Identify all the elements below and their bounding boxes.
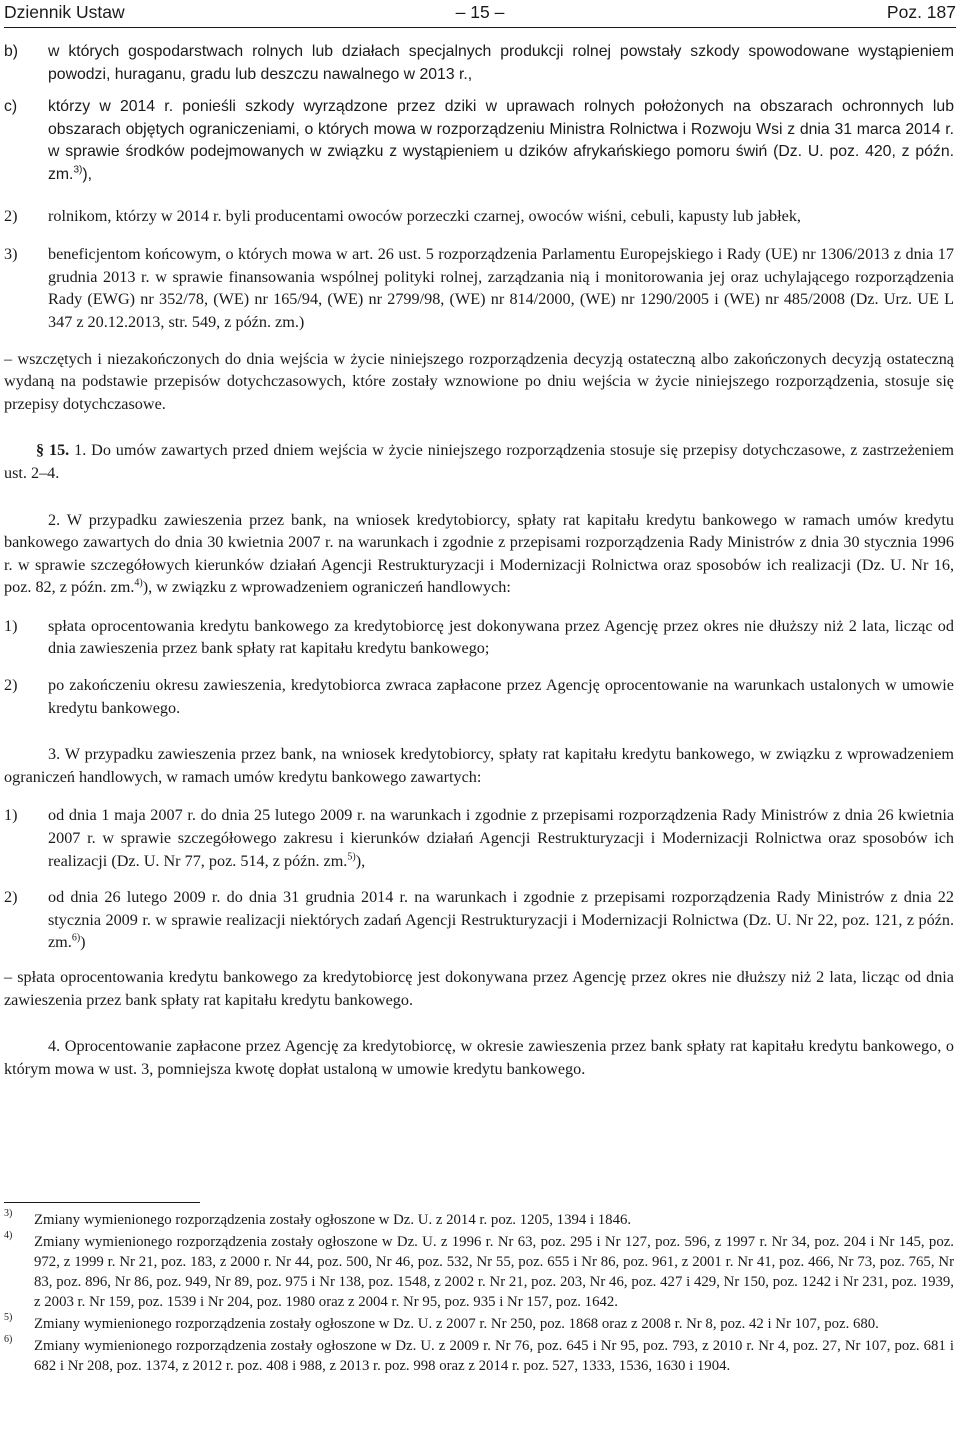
footnote-text: Zmiany wymienionego rozporządzenia zostały ogłoszone w Dz. U. z 1996 r. Nr 63, poz. 295 i Nr 127, poz. 596, z 1997 r. Nr 34, poz. 204 i Nr 145, poz. 972, z 1999 r. Nr 21, poz. 183, z 2000 r. Nr 44, poz. 500, Nr 46, poz. 532, Nr 55, poz. 655 i Nr 86, poz. 961, z 2001 r. Nr 41, poz. 466, Nr 73, poz. 765, Nr 83, poz. 896, Nr 86, poz. 949, Nr 89, poz. 975 i Nr 138, poz. 1548, z 2002 r. Nr 21, poz. 203, Nr 46, poz. 427 i 429, Nr 150, poz. 1242 i Nr 231, poz. 1939, z 2003 r. Nr 159, poz. 1539 i Nr 204, poz. 1980 oraz z 2004 r. Nr 95, poz. 935 i Nr 157, poz. 1642. (34, 1234, 954, 1310)
list-item-text: spłata oprocentowania kredytu bankowego za kredytobiorcę jest dokonywana przez Agencję przez okres nie dłuższy niż 2 lata, licząc od dnia zawieszenia przez bank spłaty rat kapitału kredytu bankowego; (48, 616, 954, 658)
list-item-text: w których gospodarstwach rolnych lub działach specjalnych produkcji rolnej powstały szkody spowodowane wystąpieniem powodzi, huraganu, gradu lub deszczu nawalnego w 2013 r., (48, 43, 954, 83)
list-marker: c) (4, 98, 18, 116)
page-number: – 15 – (455, 2, 505, 22)
list-item-text: od dnia 26 lutego 2009 r. do dnia 31 grudnia 2014 r. na warunkach i zgodnie z przepisami rozporządzenia Rady Ministrów z dnia 22 stycznia 2009 r. w sprawie realizacji niektórych zadań Agencji Restrukturyzacji i Modernizacji Rolnictwa (Dz. U. Nr 22, poz. 121, z późn. zm. (48, 888, 954, 952)
ust-text: Do umów zawartych przed dniem wejścia w życie niniejszego rozporządzenia stosuje się przepisy dotychczasowe, z zastrzeżeniem ust. 2–4. (4, 441, 955, 482)
list-marker: 1) (4, 616, 18, 635)
footnote-text: Zmiany wymienionego rozporządzenia zostały ogłoszone w Dz. U. z 2007 r. Nr 250, poz. 1868 oraz z 2008 r. Nr 8, poz. 42 i Nr 107, poz. 680. (34, 1316, 879, 1332)
section-label: § 15. (36, 441, 70, 460)
list-item-b (4, 41, 954, 86)
list-marker: 2) (4, 888, 18, 907)
list-marker: 3) (4, 245, 18, 264)
footnote (4, 1314, 954, 1334)
list-marker: b) (4, 43, 19, 60)
list-item-text: od dnia 1 maja 2007 r. do dnia 25 lutego 2009 r. na warunkach i zgodnie z przepisami rozporządzenia Rady Ministrów z dnia 26 kwietnia 2007 r. w sprawie szczegółowego zakresu i kierunków działań Agencji Restrukturyzacji i Modernizacji Rolnictwa oraz sposobów ich realizacji (Dz. U. Nr 77, poz. 514, z późn. zm. (48, 806, 954, 870)
list-marker: 2) (4, 206, 18, 225)
section-15-ust-1 (4, 439, 954, 484)
footnote-text: Zmiany wymienionego rozporządzenia zostały ogłoszone w Dz. U. z 2009 r. Nr 76, poz. 645 i Nr 95, poz. 793, z 2010 r. Nr 4, poz. 27, Nr 107, poz. 681 i 682 i Nr 208, poz. 1374, z 2012 r. poz. 408 i 988, z 2013 r. poz. 998 oraz z 2014 r. poz. 527, 1333, 1536, 1630 i 1904. (34, 1338, 954, 1374)
closing-dash-paragraph: – wszczętych i niezakończonych do dnia wejścia w życie niniejszego rozporządzenia decyzją ostateczną albo zakończonych decyzją ostateczną wydaną na podstawie przepisów dotychczasowych, które zostały wznowione po dniu wejścia w życie niniejszego rozporządzenia, stosuje się przepisy dotychczasowe. (4, 349, 954, 413)
list-item-text-end: ), (82, 165, 93, 183)
section-15-ust-2 (4, 509, 954, 599)
list-item-3 (4, 243, 954, 333)
list-item-2 (4, 205, 954, 228)
list-item-text: beneficjentom końcowym, o których mowa w art. 26 ust. 5 rozporządzenia Parlamentu Europejskiego i Rady (UE) nr 1306/2013 z dnia 17 grudnia 2013 r. w sprawie finansowania wspólnej polityki rolnej, zarządzania nią i monitorowania jej oraz uchylającego rozporządzenia Rady (EWG) nr 352/78, (WE) nr 165/94, (WE) nr 2799/98, (WE) nr 814/2000, (WE) nr 1290/2005 i (WE) nr 485/2008 (Dz. Urz. UE L 347 z 20.12.2013, str. 549, z późn. zm.) (48, 245, 954, 331)
footnote-marker: 5) (4, 1312, 13, 1323)
ust-3-item-1 (4, 804, 954, 872)
section-15-ust-4: 4. Oprocentowanie zapłacone przez Agencję za kredytobiorcę, w okresie zawieszenia przez bank spłaty rat kapitału kredytu bankowego, o którym mowa w ust. 3, pomniejsza kwotę dopłat ustaloną w umowie kredytu bankowego. (4, 1037, 954, 1078)
ust-3-dash-paragraph: – spłata oprocentowania kredytu bankowego za kredytobiorcę jest dokonywana przez Agencję przez okres nie dłuższy niż 2 lata, licząc od dnia zawieszenia przez bank spłaty rat kapitału kredytu bankowego. (4, 968, 954, 1009)
list-item-c (4, 96, 954, 186)
ust-number: 1. (74, 441, 87, 460)
list-item-text: którzy w 2014 r. ponieśli szkody wyrządzone przez dziki w uprawach rolnych położonych na obszarach ochronnych lub obszarach objętych ograniczeniami, o których mowa w rozporządzeniu Ministra Rolnictwa i Rozwoju Wsi z dnia 31 marca 2014 r. w sprawie środków podejmowanych w związku z wystąpieniem u dzików afrykańskiego pomoru świń (Dz. U. poz. 420, z późn. zm. (48, 98, 954, 183)
list-item-text-end: ) (80, 933, 86, 952)
section-15-ust-3: 3. W przypadku zawieszenia przez bank, na wniosek kredytobiorcy, spłaty rat kapitału kredytu bankowego, w związku z wprowadzeniem ograniczeń handlowych, w ramach umów kredytu bankowego zawartych: (4, 745, 954, 786)
ust-text-end: ), w związku z wprowadzeniem ograniczeń handlowych: (142, 578, 511, 597)
footnote-ref: 6) (71, 933, 81, 945)
footnote-ref: 5) (347, 851, 356, 863)
footnote (4, 1336, 954, 1376)
list-item-text-end: ), (355, 851, 366, 870)
footnote-rule (4, 1202, 200, 1203)
ust-2-item-1 (4, 615, 954, 660)
list-marker: 2) (4, 676, 18, 695)
document-body (4, 41, 954, 1080)
footnote-ref: 3) (73, 164, 83, 176)
footnote-text: Zmiany wymienionego rozporządzenia zostały ogłoszone w Dz. U. z 2014 r. poz. 1205, 1394 i 1846. (34, 1212, 632, 1228)
ust-text: 2. W przypadku zawieszenia przez bank, na wniosek kredytobiorcy, spłaty rat kapitału kredytu bankowego w ramach umów kredytu bankowego zawartych do dnia 30 kwietnia 2007 r. na warunkach i zgodnie z przepisami rozporządzenia Rady Ministrów z dnia 30 stycznia 1996 r. w sprawie szczegółowych kierunków działań Agencji Restrukturyzacji i Modernizacji Rolnictwa oraz sposobów ich realizacji (Dz. U. Nr 16, poz. 82, z późn. zm. (4, 510, 954, 597)
footnote-marker: 3) (4, 1208, 13, 1219)
position-number: Poz. 187 (886, 2, 956, 22)
journal-title: Dziennik Ustaw (4, 2, 125, 22)
ust-3-item-2 (4, 886, 954, 954)
page-header (4, 0, 956, 24)
ust-2-item-2 (4, 674, 954, 719)
footnote (4, 1210, 954, 1230)
footnote-marker: 6) (4, 1334, 13, 1345)
header-rule (4, 27, 956, 28)
footnotes (4, 1210, 954, 1378)
footnote (4, 1232, 954, 1312)
list-item-text: po zakończeniu okresu zawieszenia, kredytobiorca zwraca zapłacone przez Agencję oprocentowanie na warunkach ustalonych w umowie kredytu bankowego. (48, 676, 954, 717)
footnote-ref: 4) (134, 577, 143, 589)
list-item-text: rolnikom, którzy w 2014 r. byli producentami owoców porzeczki czarnej, owoców wiśni, cebuli, kapusty lub jabłek, (48, 206, 801, 225)
list-marker: 1) (4, 806, 18, 825)
footnote-marker: 4) (4, 1230, 13, 1241)
